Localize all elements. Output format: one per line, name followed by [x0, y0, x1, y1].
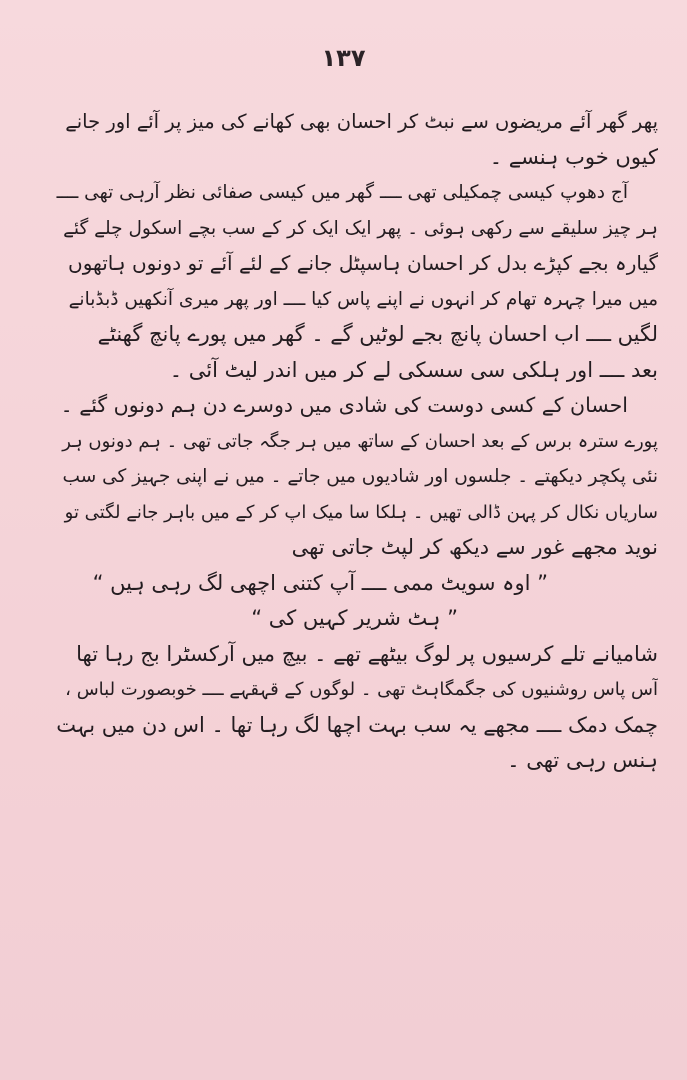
text-line: نئی پکچر دیکھتے ۔ جلسوں اور شادیوں میں جاتے ۔ میں نے اپنی جہیز کی سب [62, 466, 658, 487]
text-line: چمک دمک ــــ مجھے یہ سب بہت اچھا لگ رہا تھا ۔ اس دن میں بہت [56, 712, 658, 737]
dialogue-line: ” ہٹ شریر کہیں کی “ [251, 606, 458, 630]
page-text [54, 104, 658, 779]
text-line: شامیانے تلے کرسیوں پر لوگ بیٹھے تھے ۔ بیچ میں آرکسٹرا بج رہا تھا [76, 641, 658, 666]
page-number: ١٣٧ [321, 44, 366, 72]
text-line: پورے سترہ برس کے بعد احسان کے ساتھ میں ہر جگہ جاتی تھی ۔ ہم دونوں ہر [62, 430, 658, 452]
text-line: ہنس رہی تھی ۔ [507, 748, 658, 772]
dialogue-line: ” اوہ سویٹ ممی ــــ آپ کتنی اچھی لگ رہی ہیں “ [92, 570, 548, 595]
text-line: نوید مجھے غور سے دیکھ کر لپٹ جاتی تھی [291, 535, 658, 559]
text-line: میں میرا چہرہ تھام کر انہوں نے اپنے پاس کیا ــــ اور پھر میری آنکھیں ڈبڈبانے [68, 288, 658, 310]
text-line: آج دھوپ کیسی چمکیلی تھی ــــ گھر میں کیسی صفائی نظر آرہی تھی ــــ [56, 182, 628, 203]
text-line: آس پاس روشنیوں کی جگمگاہٹ تھی ۔ لوگوں کے قہقہے ــــ خوبصورت لباس ، [65, 679, 658, 700]
text-line: بعد ــــ اور ہلکی سی سسکی لے کر میں اندر لیٹ آئی ۔ [169, 357, 658, 382]
text-line: ہر چیز سلیقے سے رکھی ہوئی ۔ پھر ایک ایک کر کے سب بچے اسکول چلے گئے [63, 217, 658, 239]
text-line: لگیں ــــ اب احسان پانچ بجے لوٹیں گے ۔ گھر میں پورے پانچ گھنٹے [97, 322, 658, 346]
text-line: پھر گھر آئے مریضوں سے نبٹ کر احسان بھی کھانے کی میز پر آئے اور جانے [65, 110, 658, 133]
margin-mark [18, 338, 26, 352]
text-line: کیوں خوب ہنسے ۔ [489, 144, 658, 169]
text-line: گیارہ بجے کپڑے بدل کر احسان ہاسپٹل جانے کے لئے آئے تو دونوں ہاتھوں [68, 251, 658, 275]
text-line: ساریاں نکال کر پہن ڈالی تھیں ۔ ہلکا سا میک اپ کر کے میں باہر جانے لگتی تو [64, 501, 658, 523]
text-line: احسان کے کسی دوست کی شادی میں دوسرے دن ہم دونوں گئے ۔ [60, 393, 628, 417]
